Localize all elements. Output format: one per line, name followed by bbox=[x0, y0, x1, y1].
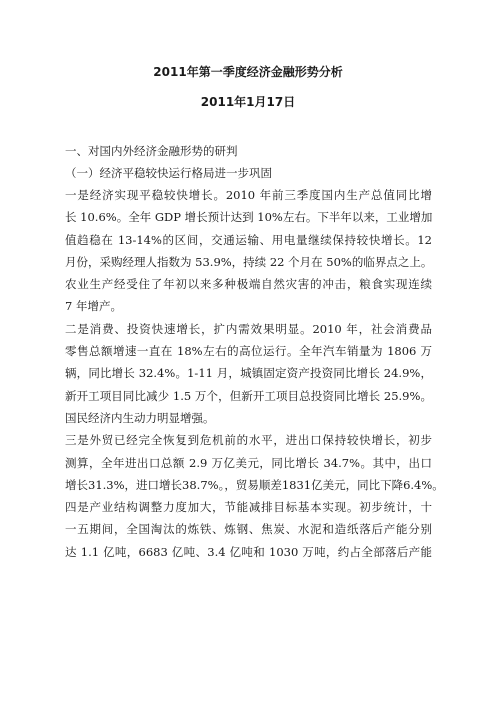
section-heading: 一、对国内外经济金融形势的研判 bbox=[65, 144, 238, 158]
paragraph-2 bbox=[65, 318, 432, 429]
paragraph-line: 三是外贸已经完全恢复到危机前的水平，进出口保持较快增长，初步 bbox=[65, 433, 432, 448]
paragraph-line: 月份，采购经理人指数为 53.9%，持续 22 个月在 50%的临界点之上。 bbox=[65, 254, 433, 269]
paragraph-line: 二是消费、投资快速增长，扩内需效果明显。2010 年，社会消费品 bbox=[65, 321, 432, 336]
paragraph-4 bbox=[65, 496, 432, 563]
paragraph-line: 值趋稳在 13-14%的区间，交通运输、用电量继续保持较快增长。12 bbox=[65, 232, 432, 247]
document-date: 2011年1月17日 bbox=[200, 95, 296, 109]
paragraph-line: 辆，同比增长 32.4%。1-11 月，城镇固定资产投资同比增长 24.9%， bbox=[65, 366, 432, 381]
paragraph-line: 增长31.3%，进口增长38.7%。，贸易顺差1831亿美元，同比下降6.4%。 bbox=[65, 477, 444, 492]
document-body bbox=[65, 140, 444, 563]
paragraph-line: 一是经济实现平稳较快增长。2010 年前三季度国内生产总值同比增 bbox=[65, 188, 432, 202]
paragraph-line: 一五期间，全国淘汰的炼铁、炼钢、焦炭、水泥和造纸落后产能分别 bbox=[65, 522, 432, 537]
subsection-heading: （一）经济平稳较快运行格局进一步巩固 bbox=[65, 166, 272, 180]
paragraph-line: 新开工项目同比减少 1.5 万个，但新开工项目总投资同比增长 25.9%。 bbox=[65, 388, 432, 403]
document-title: 2011年第一季度经济金融形势分析 bbox=[153, 65, 343, 79]
paragraph-1 bbox=[65, 184, 432, 318]
paragraph-line: 测算，全年进出口总额 2.9 万亿美元，同比增长 34.7%。其中，出口 bbox=[65, 455, 432, 470]
paragraph-line: 零售总额增速一直在 18%左右的高位运行。全年汽车销量为 1806 万 bbox=[65, 344, 432, 359]
paragraph-line: 达 1.1 亿吨，6683 亿吨、3.4 亿吨和 1030 万吨，约占全部落后产能 bbox=[65, 544, 432, 559]
paragraph-line: 国民经济内生动力明显增强。 bbox=[65, 410, 215, 425]
paragraph-3 bbox=[65, 429, 444, 496]
paragraph-line: 农业生产经受住了年初以来多种极端自然灾害的冲击，粮食实现连续 bbox=[65, 277, 432, 292]
paragraph-line: 7 年增产。 bbox=[65, 299, 122, 314]
paragraph-line: 四是产业结构调整力度加大，节能减排目标基本实现。初步统计，十 bbox=[65, 500, 432, 515]
paragraph-line: 长 10.6%。全年 GDP 增长预计达到 10%左右。下半年以来，工业增加 bbox=[65, 210, 433, 225]
